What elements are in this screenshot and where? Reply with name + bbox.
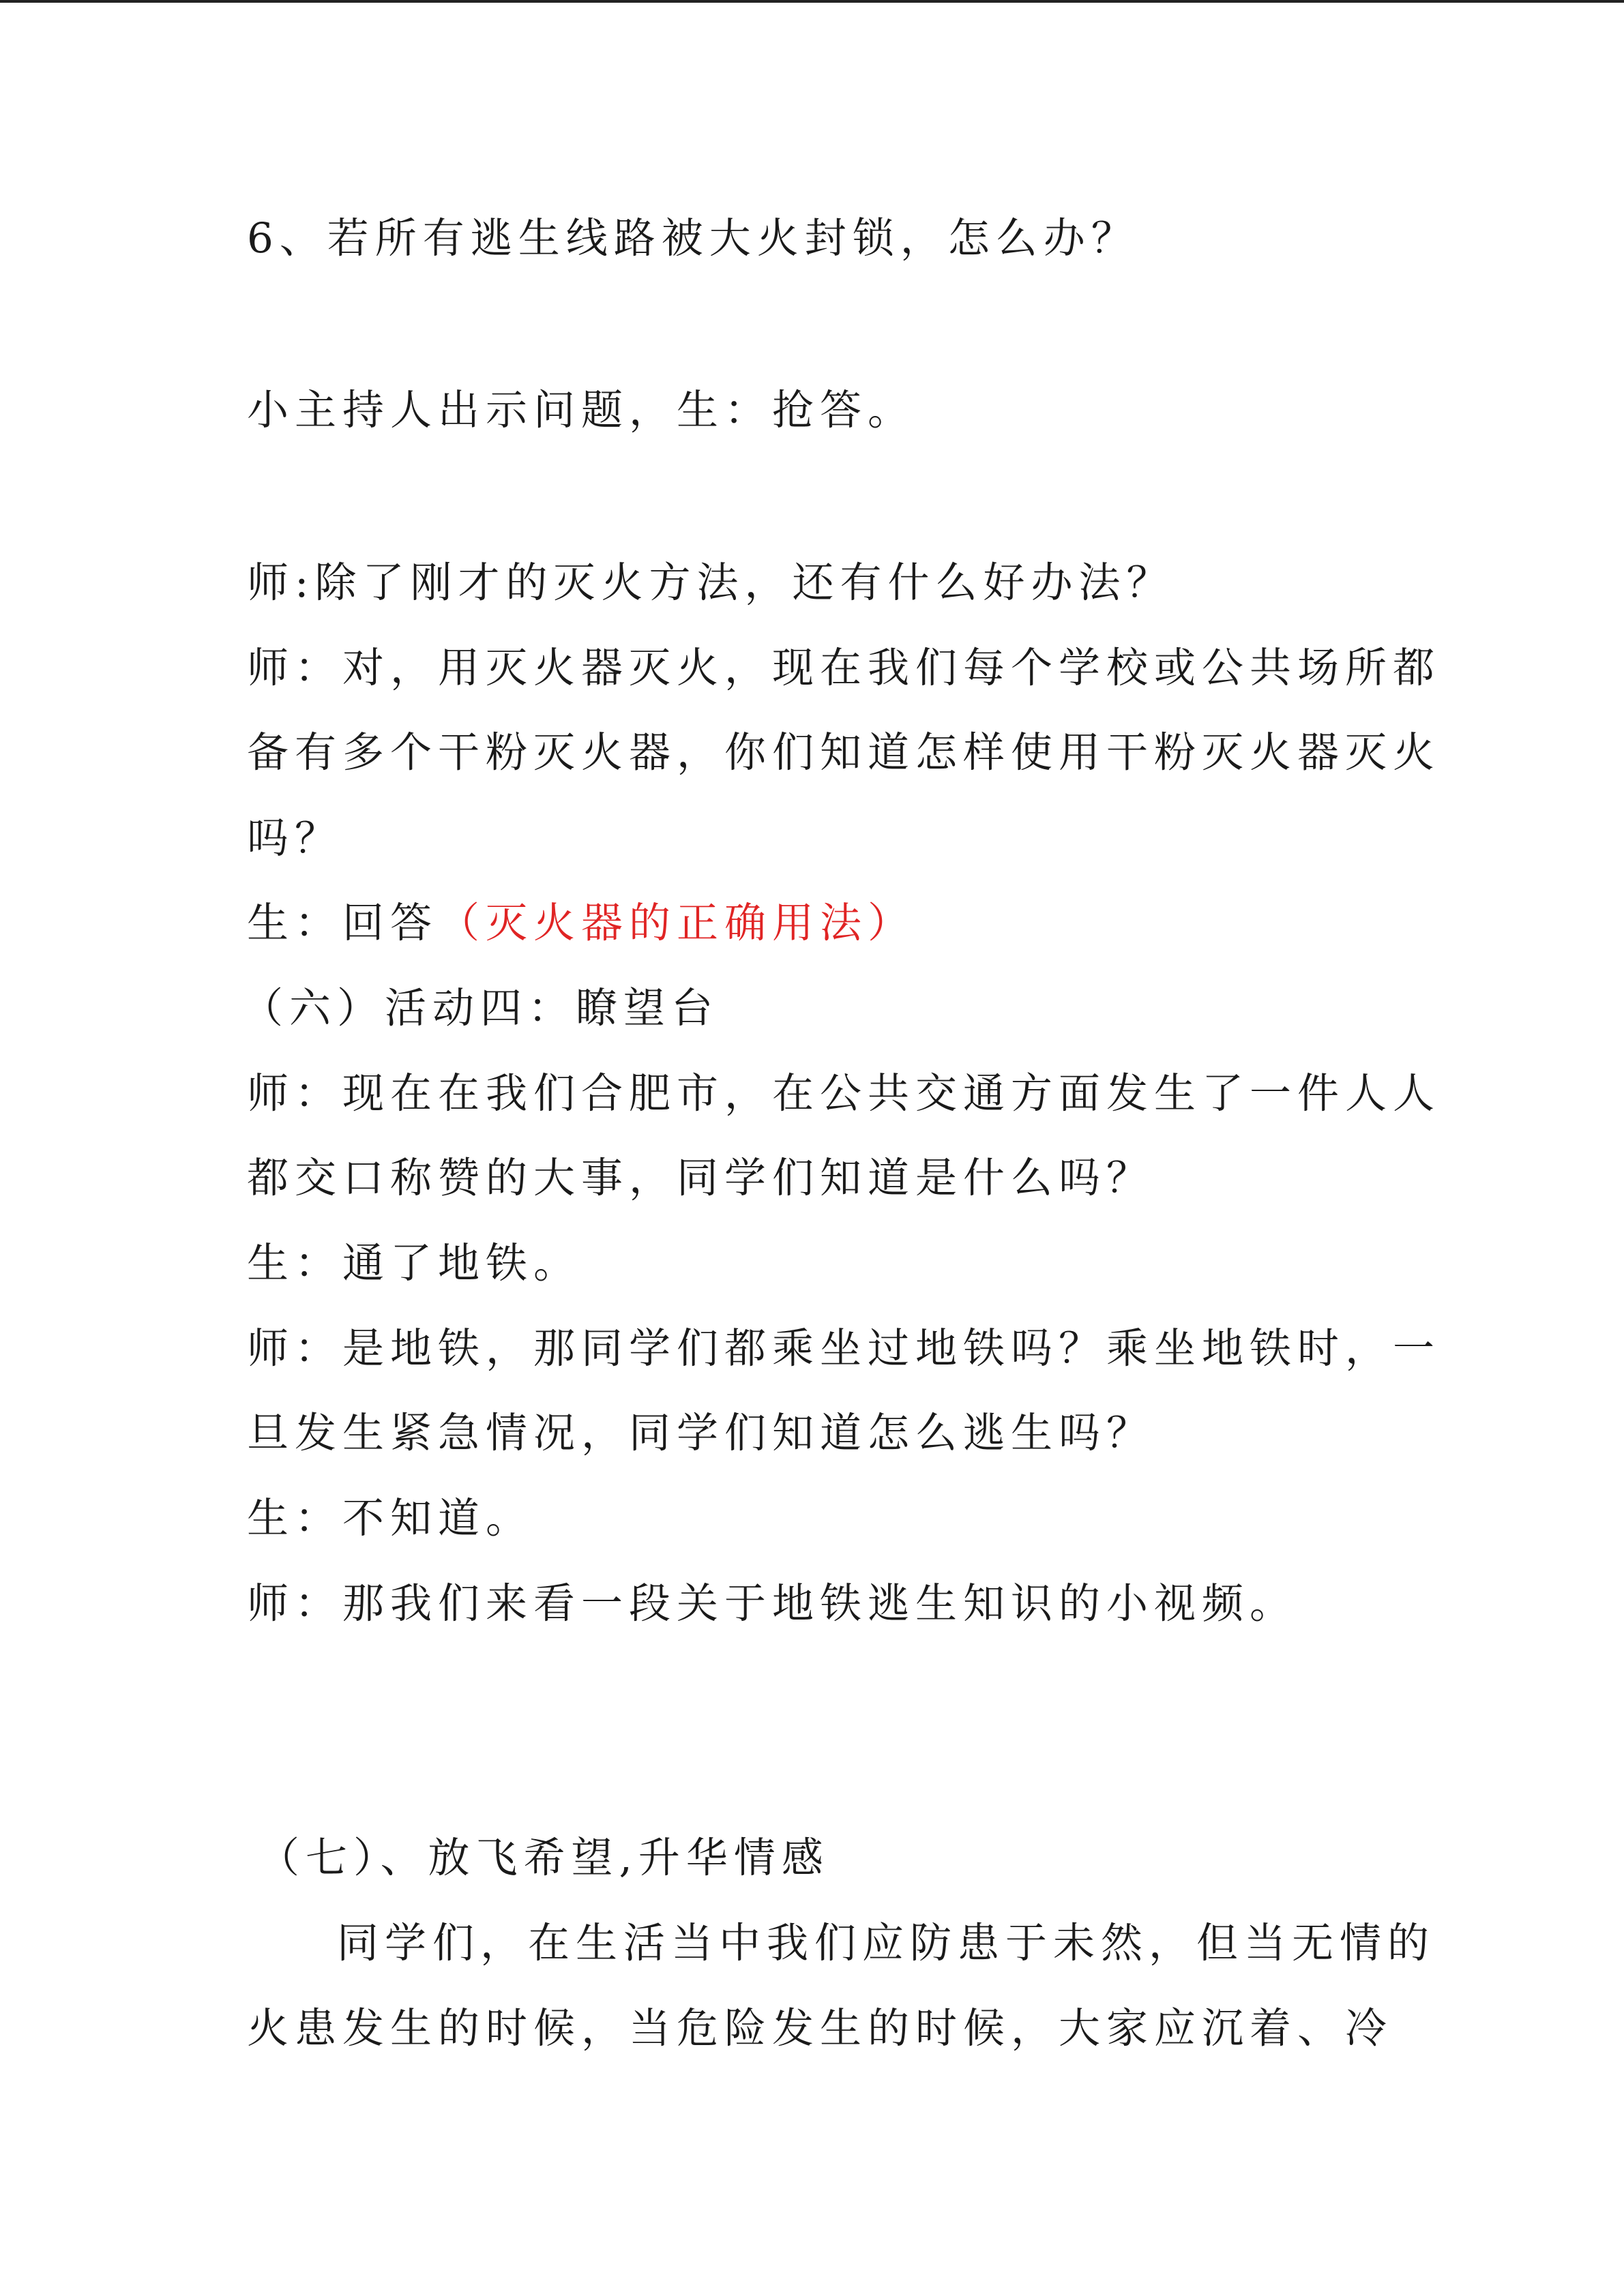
teacher-metro-escape-line-2: 旦发生紧急情况，同学们知道怎么逃生吗？ [247, 1409, 1155, 1457]
teacher-video: 师：那我们来看一段关于地铁逃生知识的小视频。 [247, 1579, 1298, 1628]
activity-4-heading: （六）活动四：瞭望台 [241, 984, 720, 1032]
student-answer [247, 896, 915, 951]
teacher-metro-line-2: 都交口称赞的大事，同学们知道是什么吗？ [247, 1154, 1155, 1202]
teacher-metro-line-1: 师：现在在我们合肥市，在公共交通方面发生了一件人人 [247, 1069, 1441, 1118]
closing-line-1: 同学们，在生活当中我们应防患于未然，但当无情的 [337, 1919, 1436, 1967]
student-dont-know: 生：不知道。 [247, 1494, 534, 1542]
section-7-heading: （七）、放飞希望,升华情感 [258, 1834, 829, 1882]
teacher-extinguisher-line-3: 吗？ [247, 814, 343, 863]
teacher-extinguisher-line-2: 备有多个干粉灭火器，你们知道怎样使用干粉灭火器灭火 [247, 728, 1441, 777]
closing-line-2: 火患发生的时候，当危险发生的时候，大家应沉着、冷 [247, 2004, 1393, 2053]
question-6: 6、若所有逃生线路被大火封锁，怎么办？ [247, 214, 1139, 263]
host-prompt: 小主持人出示问题，生：抢答。 [247, 386, 916, 434]
teacher-metro-escape-line-1: 师：是地铁，那同学们都乘坐过地铁吗？乘坐地铁时，一 [247, 1324, 1441, 1373]
student-answer-prefix: 生：回答 [247, 899, 439, 947]
teacher-question-methods: 师:除了刚才的灭火方法，还有什么好办法？ [247, 558, 1175, 607]
student-answer-note: （灭火器的正确用法） [438, 899, 916, 947]
teacher-extinguisher-line-1: 师：对，用灭火器灭火，现在我们每个学校或公共场所都 [247, 644, 1441, 692]
page-top-border [0, 0, 1624, 3]
student-metro: 生：通了地铁。 [247, 1239, 582, 1287]
